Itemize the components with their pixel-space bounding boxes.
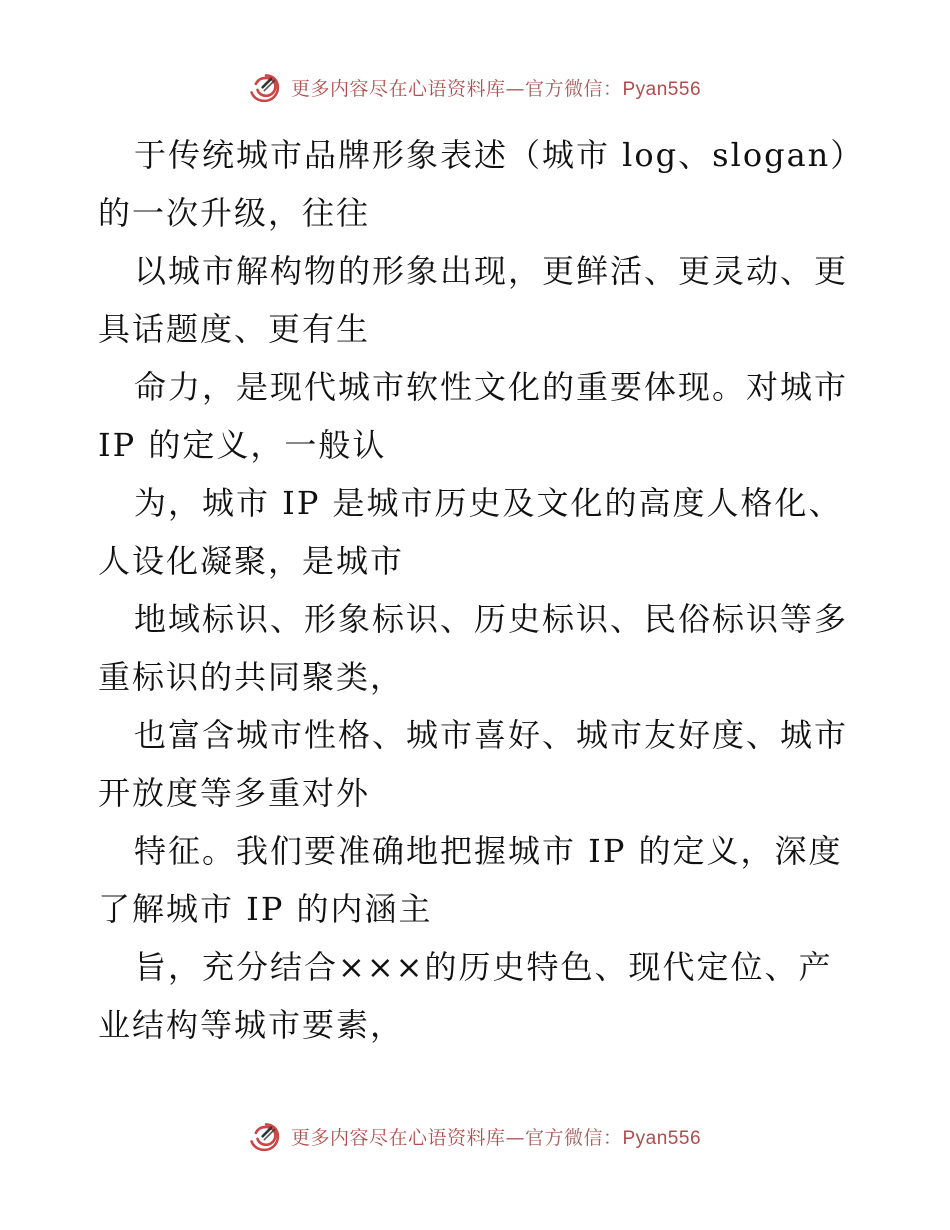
footer-brand-dash: —: [505, 1126, 525, 1149]
paragraph-1-line-2: 的一次升级，往往: [98, 194, 371, 232]
paragraph-4-line-1: 为，城市 IP 是城市历史及文化的高度人格化、: [134, 484, 843, 522]
header-wechat-label: 官方微信：: [524, 77, 623, 100]
header-brand-dash: —: [505, 77, 525, 100]
footer-brand-main: 更多内容尽在心语资料库: [290, 1126, 506, 1149]
header-brand: [0, 72, 950, 106]
paragraph-7-line-1: 特征。我们要准确地把握城市 IP 的定义，深度: [134, 832, 843, 870]
paragraph-5: [98, 590, 858, 706]
paragraph-4-line-2: 人设化凝聚，是城市: [98, 542, 405, 580]
brand-swirl-icon: [249, 1121, 283, 1155]
paragraph-2-line-2: 具话题度、更有生: [98, 310, 371, 348]
paragraph-8-line-2: 业结构等城市要素，: [98, 1006, 405, 1044]
paragraph-1: [98, 126, 865, 242]
paragraph-1-line-1: 于传统城市品牌形象表述（城市 log、slogan）: [134, 136, 865, 174]
footer-brand-text: [290, 1126, 702, 1149]
paragraph-5-line-2: 重标识的共同聚类，: [98, 658, 405, 696]
footer-brand: [0, 1121, 950, 1155]
header-brand-main: 更多内容尽在心语资料库: [290, 77, 506, 100]
footer-wechat-id: Pyan556: [622, 1127, 702, 1149]
brand-swirl-icon: [249, 72, 283, 106]
paragraph-6-line-1: 也富含城市性格、城市喜好、城市友好度、城市: [134, 716, 849, 754]
paragraph-3-line-1: 命力，是现代城市软性文化的重要体现。对城市: [134, 368, 849, 406]
paragraph-6-line-2: 开放度等多重对外: [98, 774, 371, 812]
paragraph-6: [98, 706, 858, 822]
document-body: [98, 126, 865, 1054]
paragraph-7: [98, 822, 858, 938]
paragraph-4: [98, 474, 858, 590]
paragraph-3: [98, 358, 858, 474]
paragraph-8: [98, 938, 858, 1054]
paragraph-2: [98, 242, 858, 358]
header-wechat-id: Pyan556: [622, 78, 702, 100]
paragraph-7-line-2: 了解城市 IP 的内涵主: [98, 890, 433, 928]
footer-wechat-label: 官方微信：: [524, 1126, 623, 1149]
paragraph-2-line-1: 以城市解构物的形象出现，更鲜活、更灵动、更: [134, 252, 849, 290]
paragraph-8-line-1: 旨，充分结合×××的历史特色、现代定位、产: [134, 948, 833, 986]
header-brand-text: [290, 77, 702, 100]
paragraph-5-line-1: 地域标识、形象标识、历史标识、民俗标识等多: [134, 600, 849, 638]
paragraph-3-line-2: IP 的定义，一般认: [98, 426, 387, 464]
